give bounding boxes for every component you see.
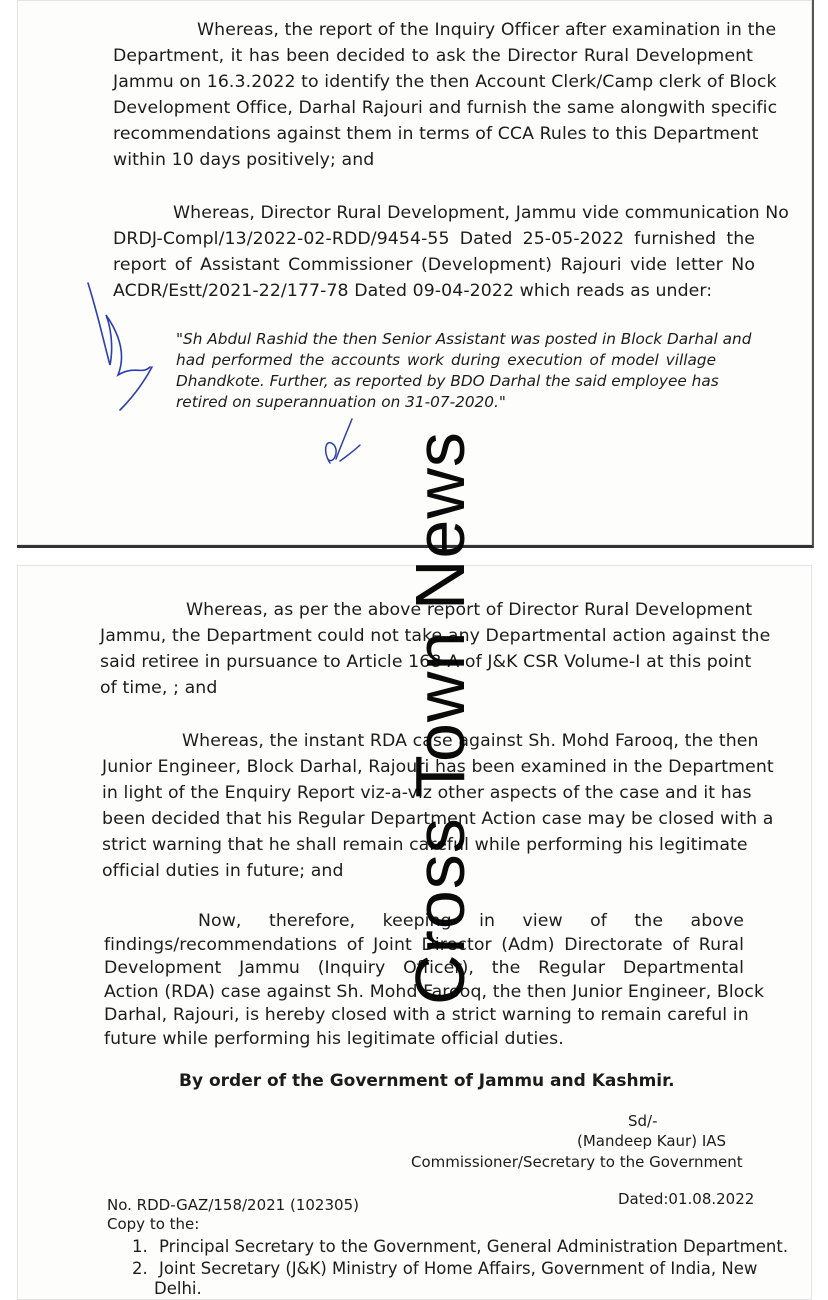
list-text: Delhi. <box>154 1279 202 1298</box>
copy-list-item <box>154 1278 202 1300</box>
text-line: Whereas, Director Rural Development, Jammu vide communication No <box>173 203 789 223</box>
text-line: future while performing his legitimate official duties. <box>104 1028 564 1049</box>
text-line: within 10 days positively; and <box>113 150 375 170</box>
text-line: ACDR/Estt/2021-22/177-78 Dated 09-04-2022 which reads as under: <box>113 281 713 301</box>
copy-to-label: Copy to the: <box>107 1215 200 1233</box>
text-line: Jammu, the Department could not take any Departmental action against the <box>100 626 771 646</box>
text-line: Whereas, as per the above report of Director Rural Development <box>186 600 753 620</box>
text-line: been decided that his Regular Department Action case may be closed with a <box>102 809 774 829</box>
text-line: Jammu on 16.3.2022 to identify the then Account Clerk/Camp clerk of Block <box>113 72 777 92</box>
text-line: in light of the Enquiry Report viz-a-viz other aspects of the case and it has <box>102 783 752 803</box>
handwritten-signature <box>80 275 170 415</box>
text-line: Whereas, the report of the Inquiry Officer after examination in the <box>197 20 777 40</box>
text-line: Whereas, the instant RDA case against Sh. Mohd Farooq, the then <box>182 731 759 751</box>
text-line: retired on superannuation on 31-07-2020." <box>176 393 506 411</box>
watermark-text: Cross Town News <box>401 431 479 1005</box>
signatory-name: (Mandeep Kaur) IAS <box>577 1132 727 1150</box>
signatory-title: Commissioner/Secretary to the Government <box>411 1153 743 1171</box>
text-line: "Sh Abdul Rashid the then Senior Assistant was posted in Block Darhal and <box>176 330 752 348</box>
text-line: Now, therefore, keeping in view of the above <box>198 911 744 931</box>
text-line: recommendations against them in terms of CCA Rules to this Department <box>113 124 759 144</box>
text-line: findings/recommendations of Joint Director (Adm) Directorate of Rural <box>104 934 744 955</box>
text-line: report of Assistant Commissioner (Development) Rajouri vide letter No <box>113 255 755 275</box>
list-text: Principal Secretary to the Government, General Administration Department. <box>159 1237 789 1256</box>
text-line: strict warning that he shall remain careful while performing his legitimate <box>102 835 748 855</box>
list-text: Joint Secretary (J&K) Ministry of Home Affairs, Government of India, New <box>159 1259 758 1278</box>
text-line: of time, ; and <box>100 678 218 698</box>
text-line: official duties in future; and <box>102 861 344 881</box>
text-line: said retiree in pursuance to Article 168-A of J&K CSR Volume-I at this point <box>100 652 752 672</box>
list-number: 2. <box>132 1259 148 1278</box>
order-date: Dated:01.08.2022 <box>618 1190 755 1208</box>
order-line: By order of the Government of Jammu and Kashmir. <box>179 1071 675 1091</box>
text-line: Development Jammu (Inquiry Officer), the Regular Departmental <box>104 958 744 978</box>
paragraph-inquiry-report <box>113 17 778 173</box>
sd-mark: Sd/- <box>628 1112 658 1130</box>
handwritten-initials <box>318 415 368 470</box>
text-line: Darhal, Rajouri, is hereby closed with a strict warning to remain careful in <box>104 1005 749 1025</box>
quoted-report <box>176 329 752 413</box>
text-line: Dhandkote. Further, as reported by BDO Darhal the said employee has <box>176 372 719 390</box>
text-line: Department, it has been decided to ask the Director Rural Development <box>113 46 753 66</box>
text-line: DRDJ-Compl/13/2022-02-RDD/9454-55 Dated 25-05-2022 furnished the <box>113 229 755 249</box>
text-line: Development Office, Darhal Rajouri and furnish the same alongwith specific <box>113 98 778 118</box>
reference-number: No. RDD-GAZ/158/2021 (102305) <box>107 1196 359 1214</box>
text-line: had performed the accounts work during execution of model village <box>176 351 716 369</box>
copy-list-item <box>132 1236 788 1258</box>
text-line: Action (RDA) case against Sh. Mohd Farooq, the then Junior Engineer, Block <box>104 981 765 1002</box>
copy-list-item <box>132 1258 758 1280</box>
paragraph-director-communication <box>113 200 789 304</box>
text-line: Junior Engineer, Block Darhal, Rajouri has been examined in the Department <box>102 757 774 777</box>
list-number: 1. <box>132 1237 148 1256</box>
